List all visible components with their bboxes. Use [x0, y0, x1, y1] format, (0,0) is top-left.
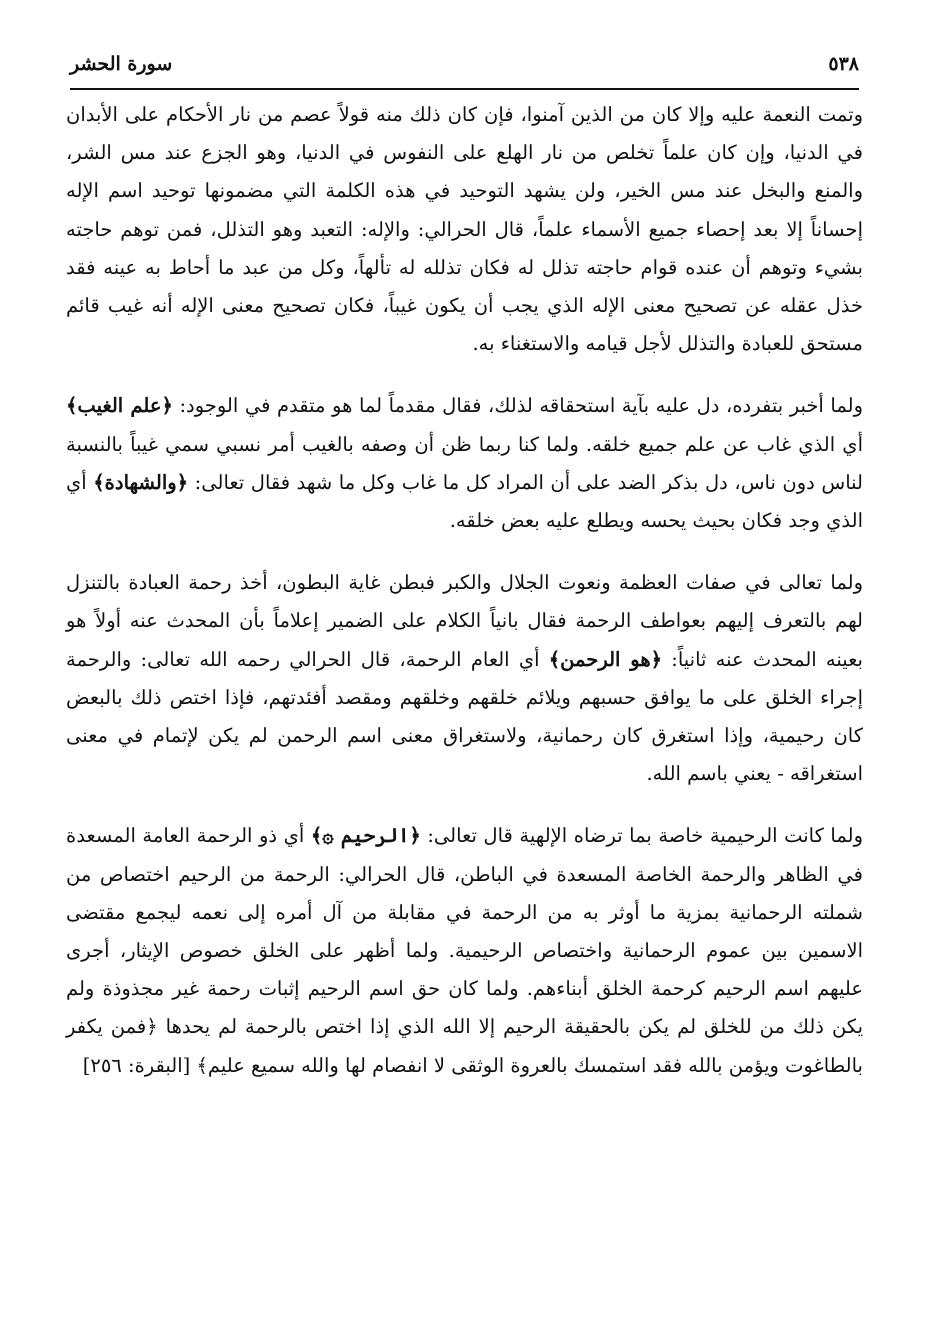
- quran-quote: ﴿الرحيم ۞﴾: [310, 824, 421, 848]
- surah-title: سورة الحشر: [70, 53, 173, 75]
- text-segment: أي الذي وجد فكان بحيث يحسه ويطلع عليه بعض خلقه.: [66, 470, 863, 533]
- quran-quote: ﴿فمن يكفر بالطاغوت ويؤمن بالله فقد استمسك بالعروة الوثقى لا انفصام لها والله سميع عليم﴾: [66, 1015, 863, 1077]
- body-text: [66, 96, 863, 1085]
- text-segment: أي العام الرحمة، قال الحرالي رحمه الله تعالى: والرحمة إجراء الخلق على ما يوافق حسبهم ويلائم خلقهم وخلقهم ومقصد أفئدتهم، فإذا اختص ذلك بالبعض كان رحيمية، وإذا استغرق كان رحمانية، ولاستغراق معنى اسم الرحمن لم يكن لإتمام في معنى استغراقه - يعني باسم الله.: [66, 647, 863, 786]
- paragraph-2: [66, 387, 863, 540]
- text-segment: ولما كانت الرحيمية خاصة بما ترضاه الإلهية قال تعالى:: [420, 824, 864, 848]
- paragraph-1: [66, 96, 863, 363]
- header-divider: [70, 88, 859, 90]
- text-segment: أي ذو الرحمة العامة المسعدة في الظاهر والرحمة الخاصة المسعدة في الباطن، قال الحرالي: الرحمة من الرحيم اختصاص من شملته الرحمانية بمزية ما أوثر به من الرحمة في مقابلة من آل أمره إلى نعمه ليجمع مقتضى الاسمين بين عموم الرحمانية واختصاص الرحيمية. ولما أظهر على الخلق خصوص الإيثار، أجرى عليهم اسم الرحيم كرحمة الخلق أبناءهم. ولما كان حق اسم الرحيم إثبات رحمة غير مجذوذة ولم يكن ذلك من للخلق لم يكن بالحقيقة الرحيم إلا الله الذي إذا اختص بالرحمة لم يحدها: [66, 824, 863, 1039]
- quran-quote: ﴿والشهادة﴾: [93, 470, 189, 494]
- text-segment: وتمت النعمة عليه وإلا كان من الذين آمنوا، فإن كان ذلك منه قولاً عصم من نار الأحكام على الأبدان في الدنيا، وإن كان علماً تخلص من نار الهلع على النفوس في الدنيا، وهو الجزع عند مس الشر، والمنع والبخل عند مس الخير، ولن يشهد التوحيد في هذه الكلمة التي مضمونها توحيد اسم الإله إحساناً إلا بعد إحصاء جميع الأسماء علماً، قال الحرالي: والإله: التعبد وهو التذلل، فمن توهم حاجته بشيء وتوهم أن عنده قوام حاجته تذلل له فكان تذلله له تألهاً، وكل من عبد ما أحاط به عينه فقد خذل عقله عن تصحيح معنى الإله الذي يجب أن يكون غيباً، فكان تصحيح معنى الإله أنه غيب قائم مستحق للعبادة والتذلل لأجل قيامه والاستغناء به.: [66, 103, 863, 356]
- verse-reference: [البقرة: ٢٥٦]: [82, 1053, 197, 1077]
- text-segment: ولما تعالى في صفات العظمة ونعوت الجلال والكبر فبطن غاية البطون، أخذ رحمة العبادة بالتنزل لهم بالتعرف إليهم بعواطف الرحمة فقال بانياً الكلام على الضمير إعلاماً بأن المحدث عنه أولاً هو بعينه المحدث عنه ثانياً:: [66, 571, 863, 671]
- paragraph-3: [66, 564, 863, 793]
- text-segment: ولما أخبر بتفرده، دل عليه بآية استحقاقه لذلك، فقال مقدماً لما هو متقدم في الوجود:: [172, 394, 863, 418]
- page-number: ٥٣٨: [828, 53, 859, 75]
- text-segment: أي الذي غاب عن علم جميع خلقه. ولما كنا ربما ظن أن وصفه بالغيب أمر نسبي سمي غيباً بالنسبة لناس دون ناس، دل بذكر الضد على أن المراد كل ما غاب وكل ما شهد فقال تعالى:: [66, 432, 863, 494]
- paragraph-4: [66, 817, 863, 1084]
- page-header: [70, 46, 859, 82]
- quran-quote: ﴿علم الغيب﴾: [66, 394, 173, 418]
- quran-quote: ﴿هو الرحمن﴾: [548, 647, 663, 671]
